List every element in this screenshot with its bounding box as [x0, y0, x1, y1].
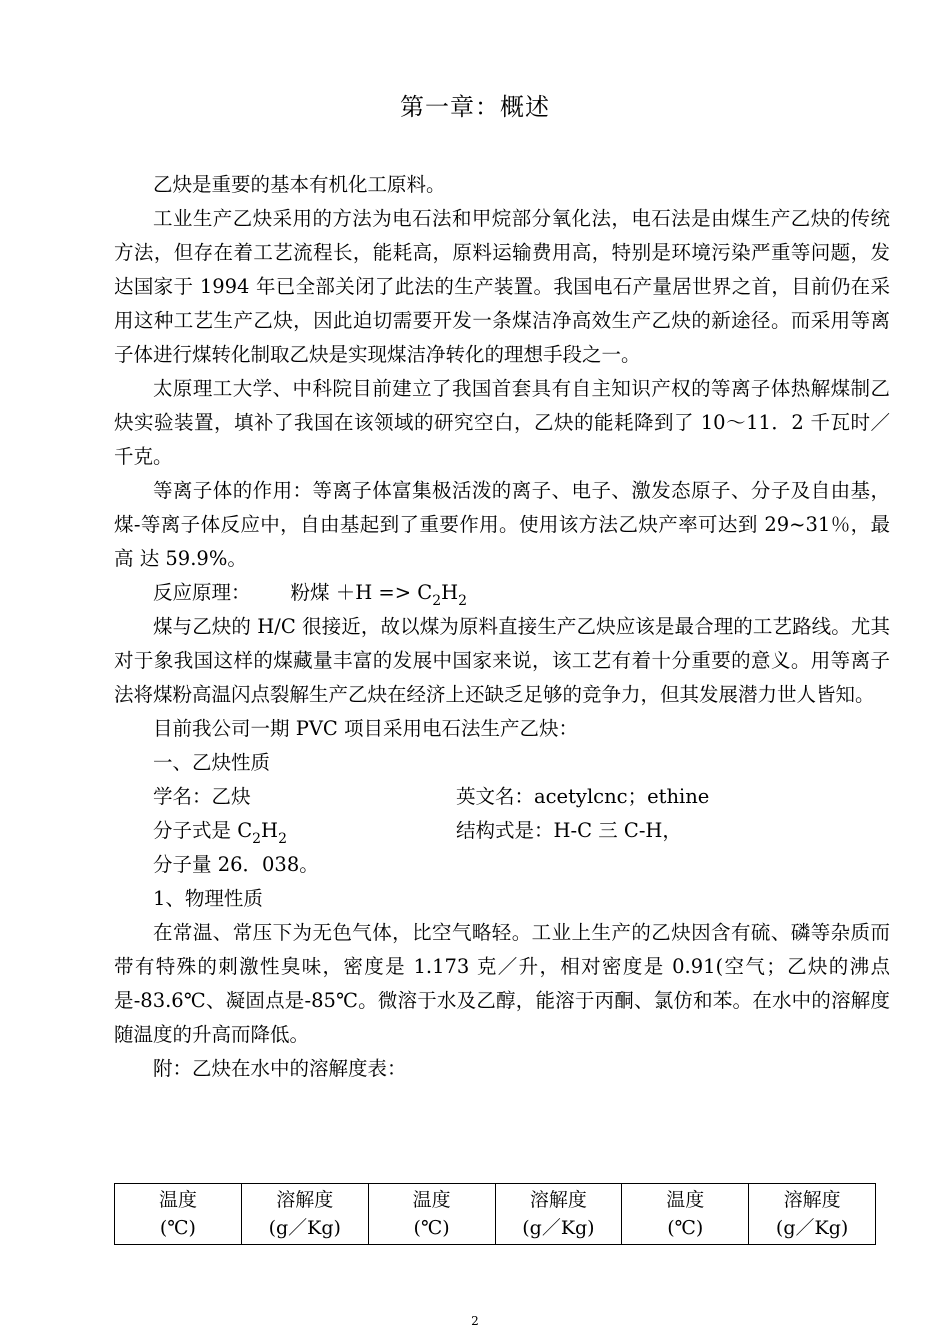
paragraph-intro: 乙炔是重要的基本有机化工原料。: [153, 173, 446, 196]
english-name: 英文名：acetylcnc；ethine: [456, 785, 710, 808]
page-number: 2: [471, 1314, 479, 1328]
paragraph-hc-ratio: 煤与乙炔的 H/C 很接近，故以煤为原料直接生产乙炔应该是最合理的工艺路线。尤其对于象我国这样的煤藏量丰富的发展中国家来说，该工艺有着十分重要的意义。用等离子法将煤粉高温闪点裂解生产乙炔在经济上还缺乏足够的竞争力，但其发展潜力世人皆知。: [114, 615, 890, 706]
reaction-h: H: [441, 581, 459, 604]
paragraph-company-pvc: 目前我公司一期 PVC 项目采用电石法生产乙炔：: [153, 717, 579, 740]
paragraph-physical-properties: 在常温、常压下为无色气体，比空气略轻。工业上生产的乙炔因含有硫、磷等杂质而带有特殊的刺激性臭味，密度是 1.173 克／升，相对密度是 0.91(空气；乙炔的沸点是-83.6℃、凝固点是-85℃。微溶于水及乙醇，能溶于丙酮、氯仿和苯。在水中的溶解度随温度的升高而降低。: [114, 921, 890, 1046]
table-header-cell: 溶解度 (g／Kg): [749, 1184, 876, 1245]
table-header-cell: 溶解度 (g／Kg): [241, 1184, 368, 1245]
table-header-cell: 温度 (℃): [115, 1184, 242, 1245]
paragraph-research: 太原理工大学、中科院目前建立了我国首套具有自主知识产权的等离子体热解煤制乙炔实验装置，填补了我国在该领域的研究空白，乙炔的能耗降到了 10～11．2 千瓦时／千克。: [114, 377, 890, 468]
table-header-cell: 温度 (℃): [368, 1184, 495, 1245]
table-header-row: [115, 1184, 876, 1245]
name-row: [114, 780, 890, 814]
formula-row: [114, 814, 890, 848]
reaction-principle: [114, 576, 890, 610]
table-header-cell: 溶解度 (g／Kg): [495, 1184, 622, 1245]
molecular-formula: 分子式是 $C_2H_2$: [153, 819, 287, 847]
body-text: [114, 168, 890, 1086]
molecular-weight: 分子量 26．038。: [153, 853, 319, 876]
scientific-name: 学名：乙炔: [153, 785, 251, 808]
solubility-table: [114, 1183, 876, 1245]
structural-formula: 结构式是：H-C 三 C-H，: [456, 819, 682, 842]
reaction-subscript-h: 2: [458, 593, 468, 609]
reaction-reactants: 粉煤 ＋H => C: [290, 581, 433, 604]
table-header-cell: 温度 (℃): [622, 1184, 749, 1245]
table-caption: 附：乙炔在水中的溶解度表：: [153, 1057, 407, 1080]
section-heading-properties: 一、乙炔性质: [153, 751, 271, 774]
chapter-title: 第一章：概述: [400, 93, 550, 121]
reaction-subscript-c: 2: [432, 593, 442, 609]
paragraph-production-methods: 工业生产乙炔采用的方法为电石法和甲烷部分氧化法，电石法是由煤生产乙炔的传统方法，但存在着工艺流程长，能耗高，原料运输费用高，特别是环境污染严重等问题，发达国家于 1994 年已全部关闭了此法的生产装置。我国电石产量居世界之首，目前仍在采用这种工艺生产乙炔，因此迫切需要开发一条煤洁净高效生产乙炔的新途径。而采用等离子体进行煤转化制取乙炔是实现煤洁净转化的理想手段之一。: [114, 207, 890, 366]
reaction-label: 反应原理：: [153, 581, 251, 604]
paragraph-plasma-role: 等离子体的作用：等离子体富集极活泼的离子、电子、激发态原子、分子及自由基，煤-等离子体反应中，自由基起到了重要作用。使用该方法乙炔产率可达到 29~31％，最高 达 59.9%。: [114, 479, 890, 570]
subsection-heading-physical: 1、物理性质: [153, 887, 263, 910]
